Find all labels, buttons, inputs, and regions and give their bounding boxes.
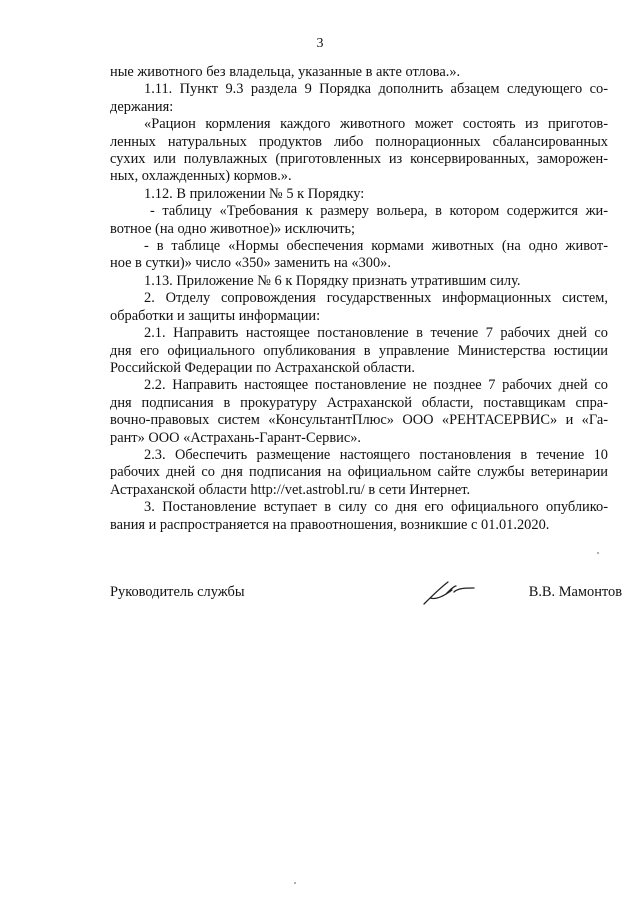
body-line: держания: bbox=[110, 98, 174, 115]
body-line: сухих или полувлажных (приготовленных из консервированных, заморожен- bbox=[110, 151, 608, 168]
body-line: 2.2. Направить настоящее постановление не позднее 7 рабочих дней со bbox=[144, 377, 608, 394]
body-line: 1.13. Приложение № 6 к Порядку признать утратившим силу. bbox=[144, 272, 521, 289]
handwritten-signature bbox=[410, 578, 490, 610]
body-line: ных, охлажденных) кормов.». bbox=[110, 168, 292, 185]
signer-name: В.В. Мамонтов bbox=[528, 584, 622, 600]
body-line: 2. Отделу сопровождения государственных информационных систем, bbox=[144, 290, 608, 307]
body-line: вочно-правовых систем «КонсультантПлюс» ООО «РЕНТАСЕРВИС» и «Га- bbox=[110, 412, 608, 429]
document-body bbox=[110, 64, 608, 534]
body-line: ленных натуральных продуктов либо полнорационных сбалансированных bbox=[110, 133, 608, 150]
page-number: 3 bbox=[316, 36, 324, 51]
body-line: - таблицу «Требования к размеру вольера, в котором содержится жи- bbox=[150, 203, 608, 220]
body-line: рант» ООО «Астрахань-Гарант-Сервис». bbox=[110, 429, 361, 446]
scan-speck bbox=[597, 552, 599, 554]
scan-speck bbox=[294, 882, 296, 884]
signer-title: Руководитель службы bbox=[110, 584, 245, 600]
body-line: дня подписания в прокуратуру Астраханской области, поставщикам спра- bbox=[110, 394, 608, 411]
body-line: Российской Федерации по Астраханской области. bbox=[110, 359, 415, 376]
body-line: ное в сутки)» число «350» заменить на «300». bbox=[110, 255, 391, 272]
body-line: рабочих дней со дня подписания на официальном сайте службы ветеринарии bbox=[110, 464, 608, 481]
body-line: 1.11. Пункт 9.3 раздела 9 Порядка дополнить абзацем следующего со- bbox=[144, 81, 608, 98]
body-line: ные животного без владельца, указанные в акте отлова.». bbox=[110, 64, 461, 80]
signature-block bbox=[110, 578, 622, 618]
body-line: дня его официального опубликования в управление Министерства юстиции bbox=[110, 342, 608, 359]
body-line: обработки и защиты информации: bbox=[110, 307, 321, 324]
body-line: - в таблице «Нормы обеспечения кормами животных (на одно живот- bbox=[144, 238, 608, 255]
body-line: Астраханской области http://vet.astrobl.ru/ в сети Интернет. bbox=[110, 481, 471, 498]
body-line: «Рацион кормления каждого животного может состоять из приготов- bbox=[144, 116, 608, 133]
body-line: 2.1. Направить настоящее постановление в течение 7 рабочих дней со bbox=[144, 325, 608, 342]
body-line: вания и распространяется на правоотношения, возникшие с 01.01.2020. bbox=[110, 516, 550, 533]
body-line: 3. Постановление вступает в силу со дня его официального опублико- bbox=[144, 499, 608, 516]
body-line: вотное (на одно животное)» исключить; bbox=[110, 220, 356, 237]
body-line: 1.12. В приложении № 5 к Порядку: bbox=[144, 185, 365, 202]
body-line: 2.3. Обеспечить размещение настоящего постановления в течение 10 bbox=[144, 446, 608, 463]
